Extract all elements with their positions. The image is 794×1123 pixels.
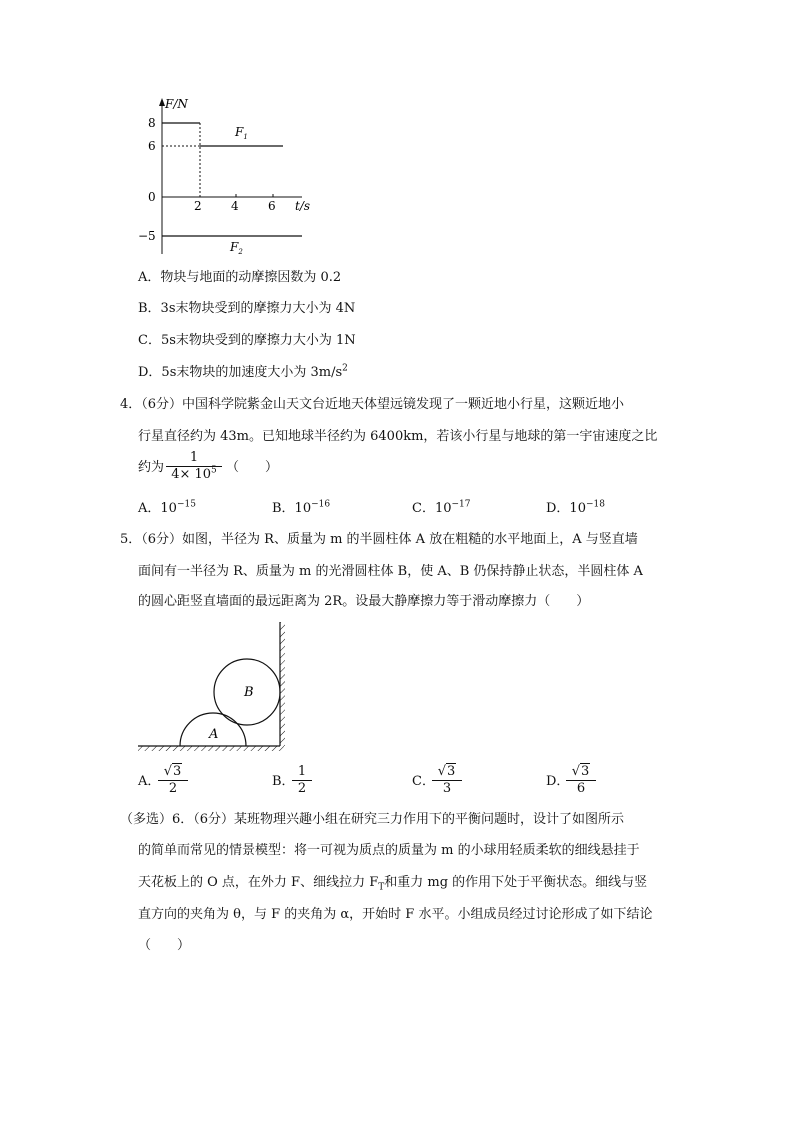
q5-b-den: 2	[297, 781, 307, 796]
q6-line-1: （多选）6．（6分）某班物理兴趣小组在研究三力作用下的平衡问题时，设计了如图所示	[120, 812, 625, 827]
q6-line-5: （ ）	[138, 938, 191, 953]
q5-a-den: 2	[168, 781, 178, 796]
y-tick-minus5: −5	[138, 229, 156, 243]
y-axis-label: F/N	[165, 97, 188, 111]
q5-c-den: 3	[442, 781, 452, 796]
q5-line-1: 5．（6分）如图，半径为 R、质量为 m 的半圆柱体 A 放在粗糙的水平地面上，A 与竖直墙	[120, 532, 638, 547]
q5-c-num: √3	[432, 764, 462, 781]
q5-b-num: 1	[292, 764, 312, 781]
y-tick-8: 8	[148, 116, 156, 130]
q4-option-b: B．$10^{-16}$	[272, 499, 331, 516]
q4-frac-den: $4\times 10^5$	[171, 465, 217, 482]
q5-line-3: 的圆心距竖直墙面的最远距离为 2R。设最大静摩擦力等于滑动摩擦力（ ）	[138, 594, 590, 609]
q4-line-2: 行星直径约为 43m。已知地球半径约为 6400km，若该小行星与地球的第一宇宙速度之比	[138, 429, 658, 444]
q4-line-1: 4．（6分）中国科学院紫金山天文台近地天体望远镜发现了一颗近地小行星，这颗近地小	[120, 397, 625, 412]
q4-line-3-suffix: （ ）	[226, 460, 279, 475]
x-tick-label-2: 2	[194, 199, 202, 213]
y-tick-0: 0	[148, 190, 156, 204]
wall-hatch	[280, 622, 285, 746]
q5-d-den: 6	[576, 781, 586, 796]
q5-option-a-label: A．	[138, 774, 161, 789]
q3-option-a: A．物块与地面的动摩擦因数为 0.2	[138, 270, 342, 285]
force-time-graph	[140, 94, 320, 264]
q3-option-c: C．5s末物块受到的摩擦力大小为 1N	[138, 333, 356, 348]
q5-option-c-label: C．	[412, 774, 435, 789]
f2-label: $F_2$	[230, 240, 243, 256]
q5-line-2: 面间有一半径为 R、质量为 m 的光滑圆柱体 B，使 A、B 仍保持静止状态，半圆柱体 A	[138, 564, 643, 579]
q3-option-d: D．5s末物块的加速度大小为 $3m/s^2$	[138, 363, 348, 380]
q6-line-4: 直方向的夹角为 θ，与 F 的夹角为 α，开始时 F 水平。小组成员经过讨论形成了如下结论	[138, 907, 653, 922]
q5-option-c-frac	[432, 764, 462, 797]
q6-line-2: 的简单而常见的情景模型：将一可视为质点的质量为 m 的小球用轻质柔软的细线悬挂于	[138, 843, 640, 858]
q5-d-num: √3	[566, 764, 596, 781]
q4-frac-num: 1	[166, 450, 222, 467]
cylinder-wall-diagram	[136, 618, 296, 758]
q3-option-b: B．3s末物块受到的摩擦力大小为 4N	[138, 301, 356, 316]
q5-option-a-frac	[158, 764, 188, 797]
q6-line-3: 天花板上的 O 点，在外力 F、细线拉力 $F_T$和重力 mg 的作用下处于平衡状态。细线与竖	[138, 875, 648, 893]
q5-a-num: √3	[158, 764, 188, 781]
q4-option-c: C．$10^{-17}$	[412, 499, 471, 516]
x-tick-label-4: 4	[231, 199, 239, 213]
ground-hatch	[138, 746, 284, 751]
y-tick-6: 6	[148, 139, 156, 153]
q5-option-d-label: D．	[546, 774, 570, 789]
q4-fraction	[166, 450, 222, 483]
f1-label: $F_1$	[235, 125, 248, 141]
label-a: A	[209, 727, 219, 742]
q4-option-d: D．$10^{-18}$	[546, 499, 605, 516]
x-tick-label-6: 6	[268, 199, 276, 213]
q5-option-d-frac	[566, 764, 596, 797]
q5-option-b-frac	[292, 764, 312, 797]
q4-option-a: A．$10^{-15}$	[138, 499, 196, 516]
q5-option-b-label: B．	[272, 774, 295, 789]
x-axis-label: t/s	[295, 199, 311, 213]
label-b: B	[244, 685, 254, 700]
q4-line-3-prefix: 约为	[138, 460, 165, 475]
